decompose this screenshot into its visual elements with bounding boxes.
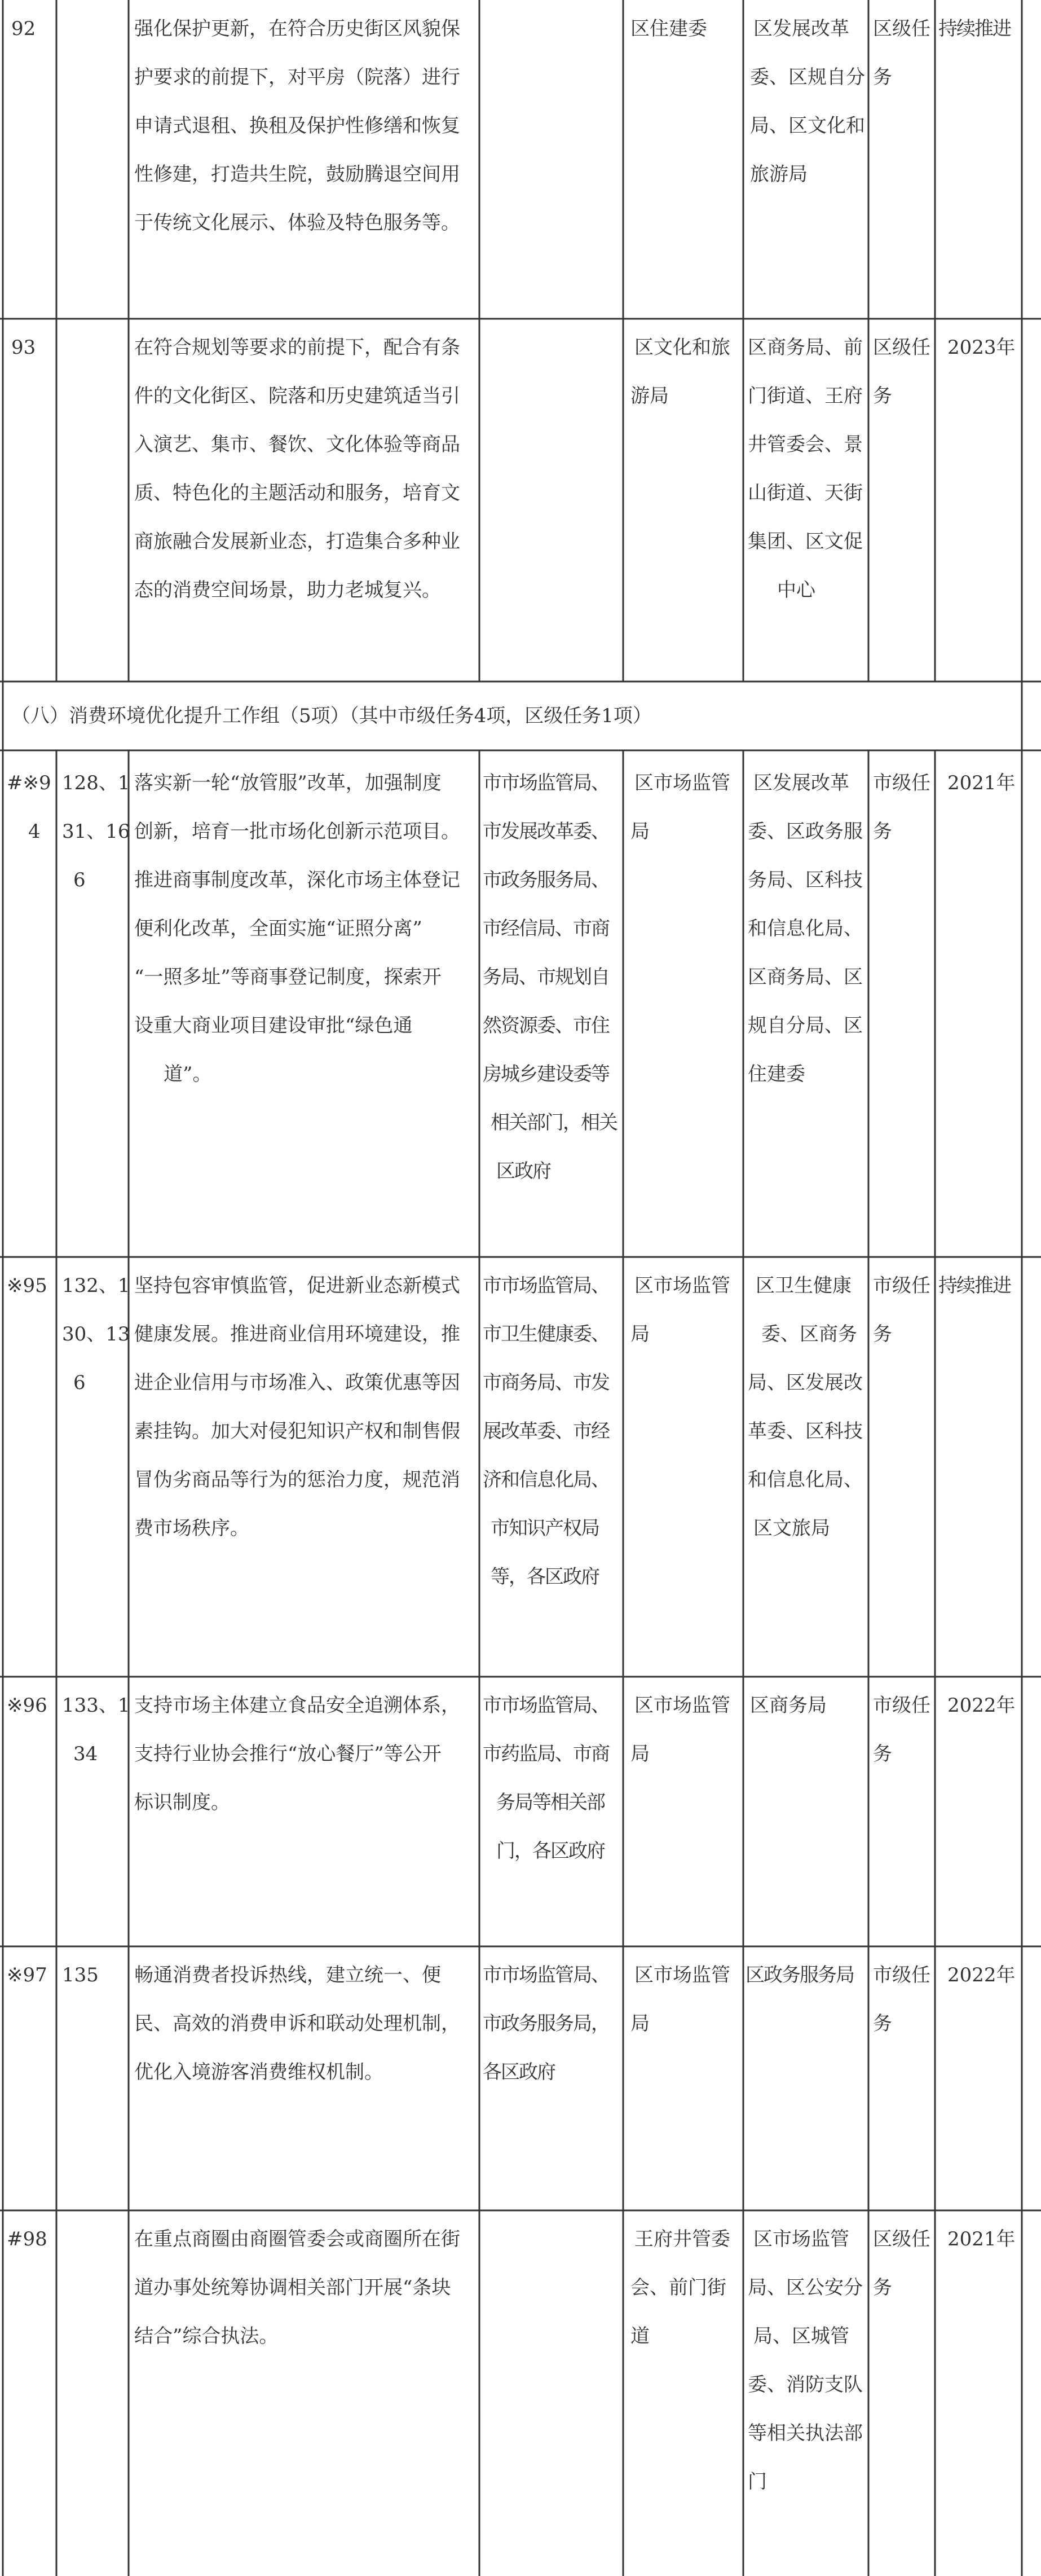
task-level-line: 市级任 [873, 772, 930, 794]
task-time: 2023年 [947, 336, 1016, 359]
task-content-line: 支持市场主体建立食品安全追溯体系， [134, 1694, 460, 1717]
task-content-line: 支持行业协会推行“放心餐厅”等公开 [134, 1743, 442, 1765]
task-time: 2022年 [947, 1694, 1016, 1717]
lead-unit-line: 区住建委 [630, 17, 707, 40]
row-id: ※96 [7, 1694, 47, 1717]
row-id: ※97 [7, 1964, 47, 1986]
lead-unit-line: 区市场监管 [634, 1694, 730, 1717]
coop-unit-line: 局、区文化和 [750, 115, 865, 137]
task-level-line: 市级任 [873, 1694, 930, 1717]
task-content-line: 优化入境游客消费维权机制。 [134, 2061, 383, 2083]
row-id: ※95 [7, 1274, 47, 1297]
task-content-line: 在符合规划等要求的前提下，配合有条 [134, 336, 460, 359]
task-content-line: 护要求的前提下，对平房（院落）进行 [134, 66, 460, 89]
city-unit-line: 等，各区政府 [491, 1566, 599, 1588]
coop-unit-line: 局、区城管 [753, 2325, 849, 2348]
task-content-line: 落实新一轮“放管服”改革，加强制度 [134, 772, 442, 794]
city-unit-line: 各区政府 [483, 2061, 555, 2083]
coop-unit-line: 规自分局、区 [748, 1014, 863, 1037]
task-content-line: 坚持包容审慎监管，促进新业态新模式 [134, 1274, 460, 1297]
coop-unit-line: 委、区政务服 [748, 820, 863, 843]
task-level-line: 市级任 [873, 1964, 930, 1986]
city-unit-line: 市卫生健康委、 [483, 1323, 609, 1346]
task-time: 2022年 [947, 1964, 1016, 1986]
coop-unit-line: 住建委 [748, 1063, 805, 1085]
task-content-line: 推进商事制度改革，深化市场主体登记 [134, 869, 460, 891]
city-unit-line: 市药监局、市商 [483, 1743, 609, 1765]
plan-ref-line: 6 [73, 869, 86, 891]
city-unit-line: 区政府 [496, 1160, 550, 1183]
lead-unit-line: 区市场监管 [634, 772, 730, 794]
coop-unit-line: 务局、区科技 [748, 869, 863, 891]
plan-ref-line: 135 [62, 1964, 99, 1986]
coop-unit-line: 区商务局 [750, 1694, 827, 1717]
lead-unit-line: 局 [630, 1743, 650, 1765]
coop-unit-line: 门街道、王府 [748, 385, 863, 407]
coop-unit-line: 和信息化局、 [748, 917, 863, 940]
coop-unit-line: 集团、区文促 [748, 530, 863, 553]
city-unit-line: 市市场监管局、 [483, 772, 609, 794]
task-time: 持续推进 [938, 1274, 1011, 1297]
lead-unit-line: 会、前门街 [630, 2276, 726, 2299]
task-content-line: 入演艺、集市、餐饮、文化体验等商品 [134, 433, 460, 456]
task-content-line: 强化保护更新，在符合历史街区风貌保 [134, 17, 460, 40]
coop-unit-line: 山街道、天街 [748, 482, 863, 504]
city-unit-line: 市政务服务局、 [483, 869, 609, 891]
row-id-line: #※9 [7, 772, 51, 794]
plan-ref-line: 6 [73, 1371, 86, 1394]
city-unit-line: 市市场监管局、 [483, 1694, 609, 1717]
coop-unit-line: 区商务局、区 [748, 966, 863, 988]
lead-unit-line: 局 [630, 2012, 650, 2035]
task-content-line: 进企业信用与市场准入、政策优惠等因 [134, 1371, 460, 1394]
coop-unit-line: 井管委会、景 [748, 433, 863, 456]
row-id-line: 4 [28, 820, 41, 843]
task-time: 2021年 [947, 772, 1016, 794]
city-unit-line: 相关部门，相关 [491, 1111, 617, 1134]
city-unit-line: 市经信局、市商 [483, 917, 609, 940]
task-content-line: 民、高效的消费申诉和联动处理机制， [134, 2012, 460, 2035]
task-content-line: 畅通消费者投诉热线，建立统一、便 [134, 1964, 441, 1986]
task-level-line: 务 [873, 385, 892, 407]
task-content-line: “一照多址”等商事登记制度，探索开 [134, 966, 442, 988]
task-content-line: 申请式退租、换租及保护性修缮和恢复 [134, 115, 460, 137]
coop-unit-line: 区政务服务局 [746, 1964, 854, 1986]
task-level-line: 务 [873, 820, 892, 843]
task-content-line: 在重点商圈由商圈管委会或商圈所在街 [134, 2228, 460, 2250]
coop-unit-line: 局、区公安分 [748, 2276, 863, 2299]
lead-unit-line: 道 [630, 2325, 650, 2348]
plan-ref-line: 31、16 [62, 820, 130, 843]
city-unit-line: 务局等相关部 [496, 1791, 605, 1814]
coop-unit-line: 革委、区科技 [748, 1420, 863, 1443]
plan-ref-line: 34 [73, 1743, 98, 1765]
city-unit-line: 市政务服务局， [483, 2012, 609, 2035]
row-id: #98 [7, 2228, 47, 2250]
coop-unit-line: 门 [748, 2471, 767, 2493]
lead-unit-line: 王府井管委 [634, 2228, 730, 2250]
task-level-line: 务 [873, 2012, 892, 2035]
task-content-line: 费市场秩序。 [134, 1517, 249, 1540]
task-content-line: 于传统文化展示、体验及特色服务等。 [134, 212, 460, 234]
task-level-line: 区级任 [873, 2228, 930, 2250]
task-content-line: 结合”综合执法。 [134, 2325, 279, 2348]
task-content-line: 设重大商业项目建设审批“绿色通 [134, 1014, 413, 1037]
city-unit-line: 市发展改革委、 [483, 820, 609, 843]
city-unit-line: 市商务局、市发 [483, 1371, 609, 1394]
row-id: 93 [11, 336, 36, 359]
task-content-line: 道办事处统筹协调相关部门开展“条块 [134, 2276, 451, 2299]
task-content-line: 商旅融合发展新业态，打造集合多种业 [134, 530, 460, 553]
task-level-line: 务 [873, 66, 892, 89]
lead-unit-line: 游局 [630, 385, 669, 407]
coop-unit-line: 旅游局 [750, 163, 808, 186]
coop-unit-line: 区发展改革 [753, 772, 849, 794]
coop-unit-line: 和信息化局、 [748, 1469, 863, 1491]
coop-unit-line: 中心 [777, 579, 815, 601]
city-unit-line: 展改革委、市经 [483, 1420, 609, 1443]
coop-unit-line: 区发展改革 [753, 17, 849, 40]
coop-unit-line: 局、区发展改 [748, 1371, 863, 1394]
task-content-line: 道”。 [164, 1063, 212, 1085]
task-content-line: 创新，培育一批市场化创新示范项目。 [134, 820, 460, 843]
lead-unit-line: 区市场监管 [634, 1964, 730, 1986]
task-content-line: 健康发展。推进商业信用环境建设，推 [134, 1323, 460, 1346]
city-unit-line: 房城乡建设委等 [483, 1063, 609, 1085]
city-unit-line: 门，各区政府 [496, 1840, 605, 1862]
city-unit-line: 务局、市规划自 [483, 966, 609, 988]
lead-unit-line: 局 [630, 1323, 650, 1346]
task-level-line: 务 [873, 2276, 892, 2299]
city-unit-line: 济和信息化局、 [483, 1469, 609, 1491]
task-content-line: 素挂钩。加大对侵犯知识产权和制售假 [134, 1420, 460, 1443]
task-level-line: 务 [873, 1323, 892, 1346]
lead-unit-line: 局 [630, 820, 650, 843]
plan-ref-line: 128、1 [62, 772, 130, 794]
coop-unit-line: 区商务局、前 [748, 336, 863, 359]
section-header: （八）消费环境优化提升工作组（5项）（其中市级任务4项，区级任务1项） [11, 705, 652, 727]
task-content-line: 冒伪劣商品等行为的惩治力度，规范消 [134, 1469, 460, 1491]
coop-unit-line: 区市场监管 [753, 2228, 849, 2250]
coop-unit-line: 委、消防支队 [748, 2373, 863, 2396]
task-level-line: 务 [873, 1743, 892, 1765]
lead-unit-line: 区文化和旅 [634, 336, 730, 359]
coop-unit-line: 委、区规自分 [750, 66, 865, 89]
coop-unit-line: 区文旅局 [753, 1517, 830, 1540]
task-content-line: 质、特色化的主题活动和服务，培育文 [134, 482, 460, 504]
task-content-line: 便利化改革，全面实施“证照分离” [134, 917, 422, 940]
coop-unit-line: 委、区商务 [761, 1323, 857, 1346]
city-unit-line: 市市场监管局、 [483, 1274, 609, 1297]
plan-ref-line: 132、1 [62, 1274, 130, 1297]
task-level-line: 市级任 [873, 1274, 930, 1297]
city-unit-line: 然资源委、市住 [483, 1014, 609, 1037]
plan-ref-line: 30、13 [62, 1323, 130, 1346]
task-content-line: 性修建，打造共生院，鼓励腾退空间用 [134, 163, 460, 186]
task-time: 持续推进 [938, 17, 1011, 40]
coop-unit-line: 区卫生健康 [756, 1274, 852, 1297]
task-time: 2021年 [947, 2228, 1016, 2250]
task-level-line: 区级任 [873, 17, 930, 40]
task-content-line: 标识制度。 [134, 1791, 230, 1814]
coop-unit-line: 等相关执法部 [748, 2422, 863, 2445]
task-content-line: 态的消费空间场景，助力老城复兴。 [134, 579, 441, 601]
city-unit-line: 市市场监管局、 [483, 1964, 609, 1986]
city-unit-line: 市知识产权局 [491, 1517, 599, 1540]
lead-unit-line: 区市场监管 [634, 1274, 730, 1297]
plan-ref-line: 133、1 [62, 1694, 130, 1717]
task-level-line: 区级任 [873, 336, 930, 359]
row-id: 92 [11, 17, 36, 40]
task-content-line: 件的文化街区、院落和历史建筑适当引 [134, 385, 460, 407]
